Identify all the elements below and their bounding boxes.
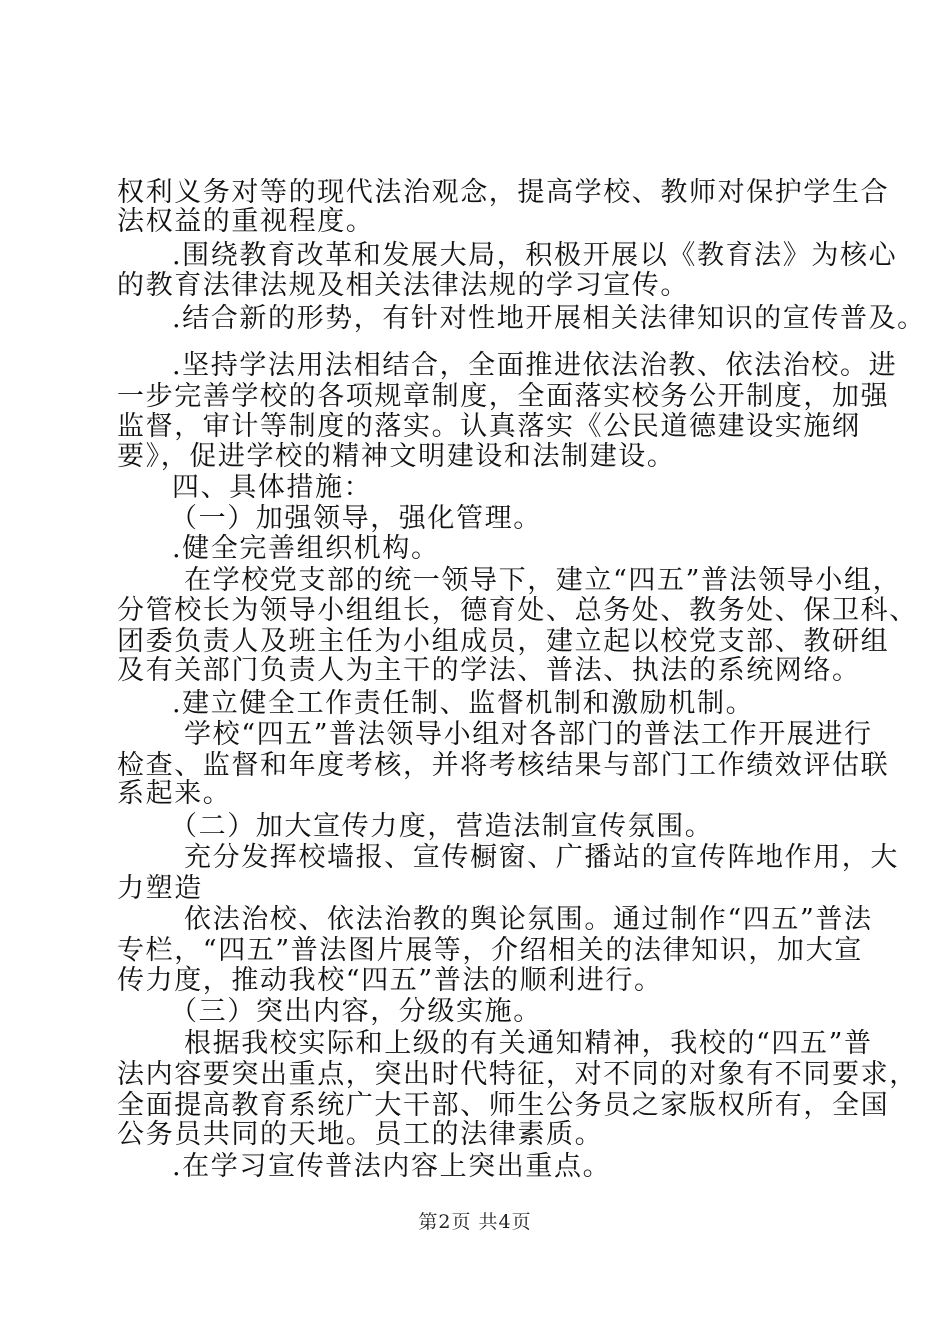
paragraph-line: 法权益的重视程度。 [117,206,375,237]
section-heading: 四、具体措施： [172,472,373,503]
subsection-heading: （三）突出内容，分级实施。 [170,996,542,1027]
paragraph-line: 一步完善学校的各项规章制度，全面落实校务公开制度，加强 [117,381,890,412]
paragraph-line: 分管校长为领导小组组长，德育处、总务处、教务处、保卫科、 [117,595,918,626]
paragraph-line: .健全完善组织机构。 [172,533,440,564]
paragraph-line: 团委负责人及班主任为小组成员，建立起以校党支部、教研组 [117,626,890,657]
paragraph-line: 学校“四五”普法领导小组对各部门的普法工作开展进行 [184,719,873,750]
paragraph-line: 依法治校、依法治教的舆论氛围。通过制作“四五”普法 [184,904,873,935]
paragraph-line: 及有关部门负责人为主干的学法、普法、执法的系统网络。 [117,655,861,686]
paragraph-line: .建立健全工作责任制、监督机制和激励机制。 [172,688,755,719]
paragraph-line: .坚持学法用法相结合，全面推进依法治教、依法治校。进 [172,350,898,381]
paragraph-line: 监督，审计等制度的落实。认真落实《公民道德建设实施纲 [117,411,861,442]
paragraph-line: 充分发挥校墙报、宣传橱窗、广播站的宣传阵地作用，大 [184,842,899,873]
page-number-footer: 第2页 共4页 [418,1211,532,1233]
paragraph-line: 全面提高教育系统广大干部、师生公务员之家版权所有，全国 [117,1090,890,1121]
paragraph-line: 法内容要突出重点，突出时代特征，对不同的对象有不同要求， [117,1059,918,1090]
paragraph-line: 力塑造 [117,873,203,904]
paragraph-line: 权利义务对等的现代法治观念，提高学校、教师对保护学生合 [117,177,890,208]
paragraph-line: 公务员共同的天地。员工的法律素质。 [117,1119,604,1150]
paragraph-line: .在学习宣传普法内容上突出重点。 [172,1151,612,1182]
subsection-heading: （二）加大宣传力度，营造法制宣传氛围。 [170,811,714,842]
paragraph-line: .结合新的形势，有针对性地开展相关法律知识的宣传普及。 [172,303,926,334]
paragraph-line: 的教育法律法规及相关法律法规的学习宣传。 [117,270,689,301]
paragraph-line: .围绕教育改革和发展大局，积极开展以《教育法》为核心 [172,240,898,271]
paragraph-line: 在学校党支部的统一领导下，建立“四五”普法领导小组， [184,565,902,596]
subsection-heading: （一）加强领导，强化管理。 [170,503,542,534]
paragraph-line: 系起来。 [117,778,232,809]
paragraph-line: 检查、监督和年度考核，并将考核结果与部门工作绩效评估联 [117,750,890,781]
paragraph-line: 传力度，推动我校“四五”普法的顺利进行。 [117,965,663,996]
paragraph-line: 专栏，“四五”普法图片展等，介绍相关的法律知识，加大宣 [117,935,863,966]
paragraph-line: 要》，促进学校的精神文明建设和法制建设。 [117,441,676,472]
paragraph-line: 根据我校实际和上级的有关通知精神，我校的“四五”普 [184,1028,873,1059]
